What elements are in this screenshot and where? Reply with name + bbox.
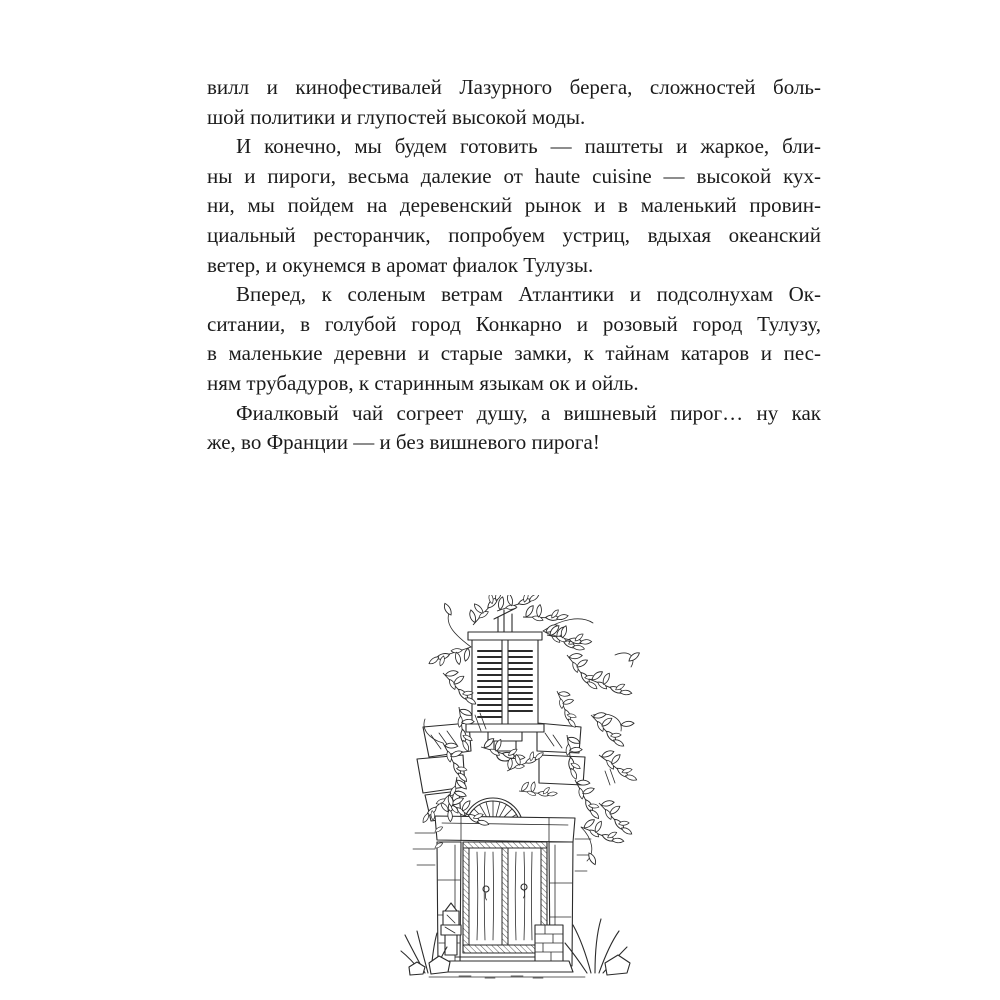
text-line: ситании, в голубой город Конкарно и розовый город Тулузу, [207, 311, 821, 336]
rock-right [605, 955, 630, 975]
text-line: ням трубадуров, к старинным языкам ок и ойль. [207, 370, 639, 395]
text-line: циальный ресторанчик, попробуем устриц, вдыхая океанский [207, 222, 821, 247]
text-line: ны и пироги, весьма далекие от haute cuisine — высокой кух- [207, 163, 821, 188]
text-line: вилл и кинофестивалей Лазурного берега, сложностей боль- [207, 75, 821, 99]
text-line: же, во Франции — и без вишневого пирога! [207, 430, 600, 455]
body-text [207, 73, 821, 458]
text-line: Фиалковый чай согреет душу, а вишневый пирог… ну как [236, 400, 821, 425]
text-line: ни, мы пойдем на деревенский рынок и в маленький провин- [207, 193, 821, 218]
brick-block [535, 925, 563, 961]
threshold-step [437, 961, 573, 972]
text-line: Вперед, к соленым ветрам Атлантики и подсолнухам Ок- [236, 282, 821, 307]
louvered-shutter-window [466, 608, 544, 761]
door-sketch-illustration [385, 595, 645, 985]
text-line: в маленькие деревни и старые замки, к тайнам катаров и пес- [207, 341, 821, 366]
text-line: И конечно, мы будем готовить — паштеты и жаркое, бли- [236, 134, 821, 159]
text-line: шой политики и глупостей высокой моды. [207, 104, 586, 129]
doorway-illustration [385, 595, 645, 985]
text-line: ветер, и окунемся в аромат фиалок Тулузы. [207, 252, 594, 277]
